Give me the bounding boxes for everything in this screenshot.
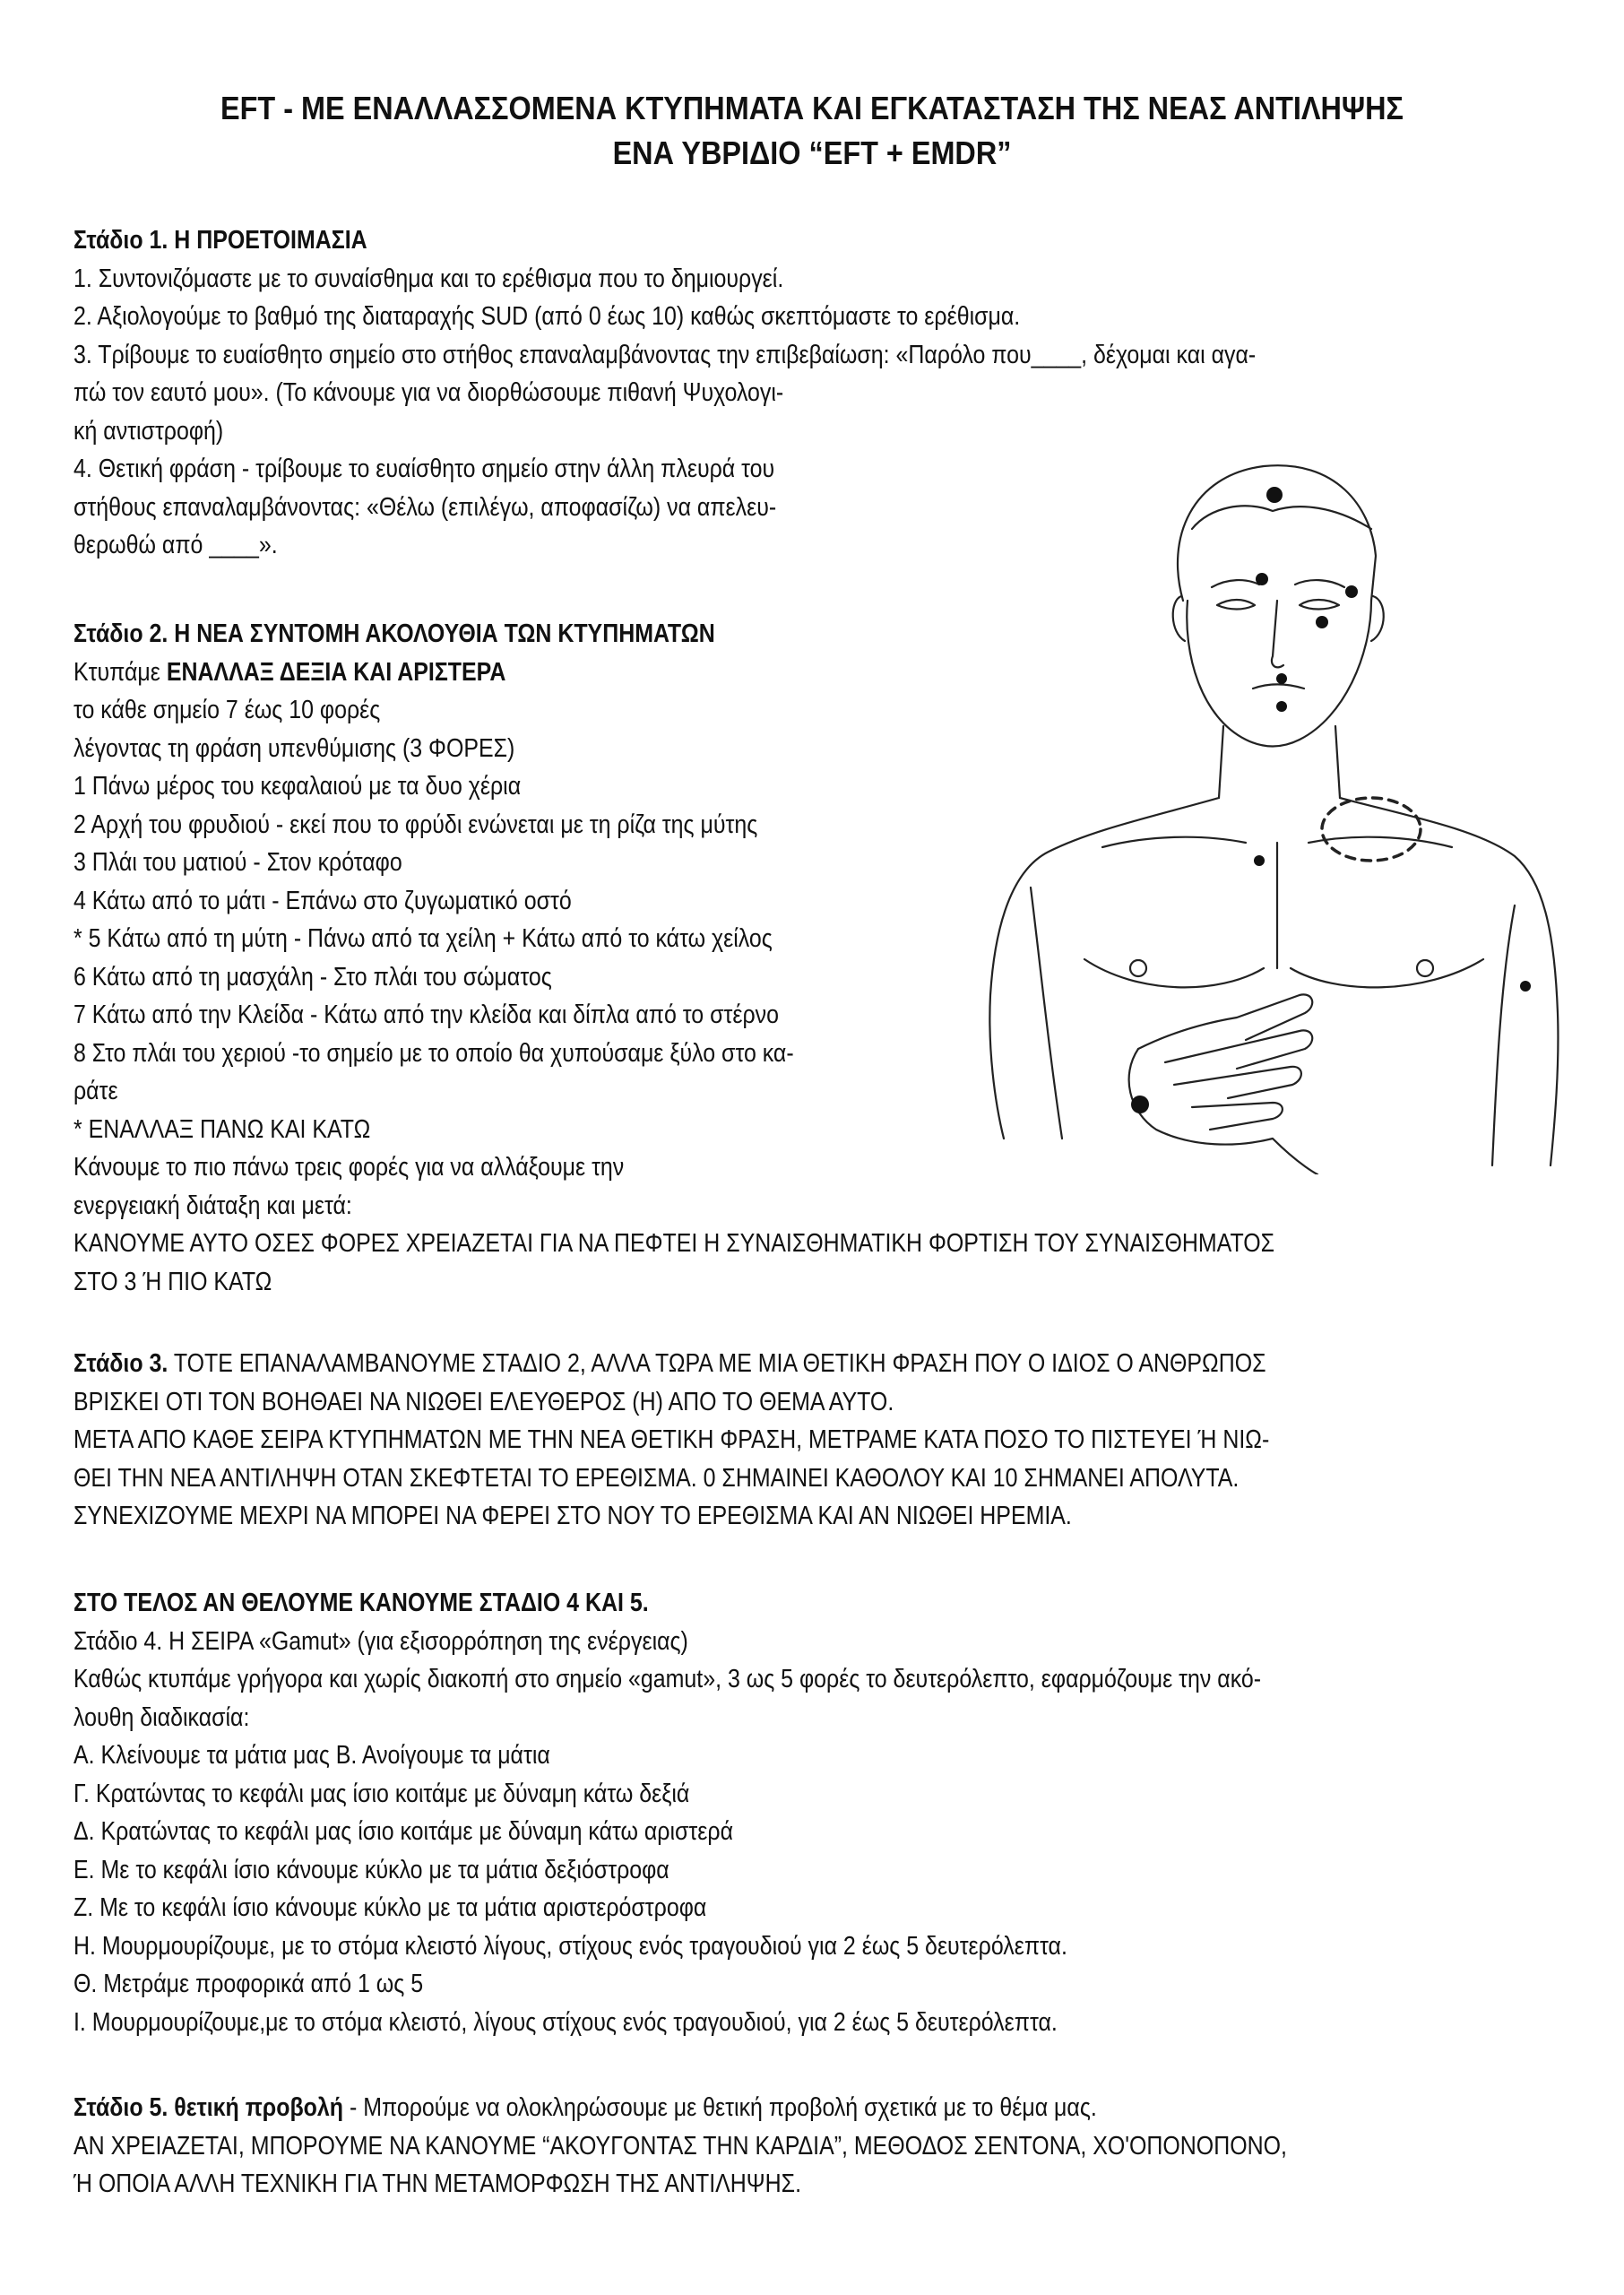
tap-point-6: 6 Κάτω από τη μασχάλη - Στο πλάι του σώματος: [73, 962, 552, 992]
tap-point-chin: [1276, 701, 1287, 712]
head-outline: [1178, 465, 1376, 601]
left-eye: [1217, 600, 1255, 610]
tap-point-7: 7 Κάτω από την Κλείδα - Κάτω από την κλείδα και δίπλα από το στέρνο: [73, 1000, 779, 1029]
stage-2-heading: Στάδιο 2. Η ΝΕΑ ΣΥΝΤΟΜΗ ΑΚΟΛΟΥΘΙΑ ΤΩΝ ΚΤΥΠΗΜΑΤΩΝ: [73, 619, 715, 648]
stage-3-text: ΤΟΤΕ ΕΠΑΝΑΛΑΜΒΑΝΟΥΜΕ ΣΤΑΔΙΟ 2, ΑΛΛΑ ΤΩΡΑ ΜΕ ΜΙΑ ΘΕΤΙΚΗ ΦΡΑΣΗ ΠΟΥ Ο ΙΔΙΟΣ Ο ΑΝΘΡΩΠΟΣ: [168, 1349, 1266, 1378]
title-line-1: EFT - ΜΕ ΕΝΑΛΛΑΣΣΟΜΕΝΑ ΚΤΥΠΗΜΑΤΑ ΚΑΙ ΕΓΚΑΤΑΣΤΑΣΗ ΤΗΣ ΝΕΑΣ ΑΝΤΙΛΗΨΗΣ: [220, 90, 1404, 126]
hand-finger-3: [1174, 1067, 1301, 1098]
text-line: Ή ΟΠΟΙΑ ΑΛΛΗ ΤΕΧΝΙΚΗ ΓΙΑ ΤΗΝ ΜΕΤΑΜΟΡΦΩΣΗ ΤΗΣ ΑΝΤΙΛΗΨΗΣ.: [73, 2169, 802, 2198]
right-torso-side: [1492, 905, 1515, 1165]
tapping-points-illustration: [977, 421, 1568, 1174]
text-line: θερωθώ από ____».: [73, 531, 278, 559]
text-line: ράτε: [73, 1077, 118, 1105]
text-line: λουθη διαδικασία:: [73, 1702, 250, 1732]
stage-5-first-line: [73, 2089, 1287, 2127]
gamut-step: Ζ. Με το κεφάλι ίσιο κάνουμε κύκλο με τα μάτια αριστερόστροφα: [73, 1893, 707, 1922]
right-eye: [1300, 600, 1339, 610]
hairline: [1192, 506, 1371, 529]
jawline: [1187, 601, 1371, 747]
text-line: στήθους επαναλαμβάνοντας: «Θέλω (επιλέγω, αποφασίζω) να απελευ-: [73, 492, 777, 522]
tap-point-collarbone: [1254, 855, 1265, 866]
text-line: 1. Συντονιζόμαστε με το συναίσθημα και το ερέθισμα που το δημιουργεί.: [73, 264, 784, 293]
text-line: 4. Θετική φράση - τρίβουμε το ευαίσθητο σημείο στην άλλη πλευρά του: [73, 455, 775, 483]
stage-3-label: Στάδιο 3.: [73, 1349, 168, 1378]
text-line: ΒΡΙΣΚΕΙ ΟΤΙ ΤΟΝ ΒΟΗΘΑΕΙ ΝΑ ΝΙΩΘΕΙ ΕΛΕΥΘΕΡΟΣ (Η) ΑΠΟ ΤΟ ΘΕΜΑ ΑΥΤΟ.: [73, 1387, 894, 1416]
text-line: Στάδιο 4. Η ΣΕΙΡΑ «Gamut» (για εξισορρόπηση της ενέργειας): [73, 1626, 688, 1656]
text-line: 3. Τρίβουμε το ευαίσθητο σημείο στο στήθος επαναλαμβάνοντας την επιβεβαίωση: «Παρόλο που____, δέχομαι και αγα-: [73, 340, 1257, 369]
nose: [1272, 601, 1283, 667]
tap-point-3: 3 Πλάι του ματιού - Στον κρόταφο: [73, 848, 402, 877]
stage-4-heading: ΣΤΟ ΤΕΛΟΣ ΑΝ ΘΕΛΟΥΜΕ ΚΑΝΟΥΜΕ ΣΤΑΔΙΟ 4 ΚΑΙ 5.: [73, 1589, 649, 1617]
left-eyebrow: [1212, 580, 1259, 587]
hand-finger-2: [1165, 1030, 1312, 1069]
text-line: το κάθε σημείο 7 έως 10 φορές: [73, 696, 381, 724]
text-line: ΚΑΝΟΥΜΕ ΑΥΤΟ ΟΣΕΣ ΦΟΡΕΣ ΧΡΕΙΑΖΕΤΑΙ ΓΙΑ ΝΑ ΠΕΦΤΕΙ Η ΣΥΝΑΙΣΘΗΜΑΤΙΚΗ ΦΟΡΤΙΣΗ ΤΟΥ ΣΥΝΑΙΣΘΗΜΑΤΟΣ: [73, 1229, 1275, 1258]
text-line: ΣΤΟ 3 Ή ΠΙΟ ΚΑΤΩ: [73, 1267, 272, 1296]
tap-point-2: 2 Αρχή του φρυδιού - εκεί που το φρύδι ενώνεται με τη ρίζα της μύτης: [73, 810, 758, 839]
neck-right: [1335, 726, 1340, 798]
tap-point-under-nose: [1276, 673, 1287, 684]
text-line: Καθώς κτυπάμε γρήγορα και χωρίς διακοπή στο σημείο «gamut», 3 ως 5 φορές το δευτερόλεπτο, εφαρμόζουμε την ακό-: [73, 1665, 1262, 1693]
tap-emphasis: ΕΝΑΛΛΑΞ ΔΕΞΙΑ ΚΑΙ ΑΡΙΣΤΕΡΑ: [166, 657, 506, 687]
gamut-step: Η. Μουρμουρίζουμε, με το στόμα κλειστό λίγους, στίχους ενός τραγουδιού για 2 έως 5 δευτερόλεπτα.: [73, 1931, 1067, 1961]
gamut-step: Ι. Μουρμουρίζουμε,με το στόμα κλειστό, λίγους στίχους ενός τραγουδιού, για 2 έως 5 δευτερόλεπτα.: [73, 2007, 1058, 2037]
tap-point-karate-chop: [1131, 1096, 1149, 1113]
gamut-step: Δ. Κρατώντας το κεφάλι μας ίσιο κοιτάμε με δύναμη κάτω αριστερά: [73, 1817, 733, 1846]
text-line: 2. Αξιολογούμε το βαθμό της διαταραχής SUD (από 0 έως 10) καθώς σκεπτόμαστε το ερέθισμα.: [73, 302, 1021, 331]
sore-spot-oval: [1322, 798, 1421, 861]
neck-left: [1219, 726, 1223, 798]
tap-point-under-eye: [1316, 616, 1328, 628]
stage-3-section: [73, 1345, 1269, 1536]
text-line: ενεργειακή διάταξη και μετά:: [73, 1191, 352, 1220]
text-line: πώ τον εαυτό μου». (Το κάνουμε για να διορθώσουμε πιθανή Ψυχολογι-: [73, 378, 784, 407]
stage-5-section: [73, 2089, 1287, 2204]
stage-5-label: Στάδιο 5. θετική προβολή: [73, 2093, 344, 2122]
text-line: κή αντιστροφή): [73, 416, 224, 446]
gamut-step: Θ. Μετράμε προφορικά από 1 ως 5: [73, 1970, 424, 1998]
gamut-step: Ε. Με το κεφάλι ίσιο κάνουμε κύκλο με τα μάτια δεξιόστροφα: [73, 1855, 669, 1884]
hand-finger-4: [1192, 1103, 1283, 1130]
left-pectoral: [1084, 959, 1264, 987]
right-pectoral: [1291, 959, 1483, 987]
right-collarbone: [1309, 837, 1452, 847]
stage-5-text: - Μπορούμε να ολοκληρώσουμε με θετική προβολή σχετικά με το θέμα μας.: [343, 2093, 1097, 2122]
hand-finger-1: [1138, 994, 1312, 1049]
stage-3-first-line: [73, 1345, 1269, 1383]
document-title: [146, 86, 1479, 176]
gamut-step: Α. Κλείνουμε τα μάτια μας Β. Ανοίγουμε τα μάτια: [73, 1741, 550, 1770]
left-nipple: [1130, 960, 1146, 976]
right-eyebrow: [1295, 580, 1344, 587]
text-line: * ΕΝΑΛΛΑΞ ΠΑΝΩ ΚΑΙ ΚΑΤΩ: [73, 1114, 371, 1144]
stage-1-heading: Στάδιο 1. Η ΠΡΟΕΤΟΙΜΑΣΙΑ: [73, 226, 367, 255]
right-ear: [1371, 596, 1384, 641]
left-collarbone: [1102, 837, 1246, 847]
gamut-step: Γ. Κρατώντας το κεφάλι μας ίσιο κοιτάμε με δύναμη κάτω δεξιά: [73, 1779, 690, 1808]
left-ear: [1173, 596, 1185, 641]
title-line-2: ΕΝΑ ΥΒΡΙΔΙΟ “EFT + EMDR”: [612, 134, 1012, 171]
tap-point-1: 1 Πάνω μέρος του κεφαλαιού με τα δυο χέρια: [73, 772, 522, 801]
tap-point-5: * 5 Κάτω από τη μύτη - Πάνω από τα χείλη + Κάτω από το κάτω χείλος: [73, 924, 773, 953]
text-line: Κάνουμε το πιο πάνω τρεις φορές για να αλλάξουμε την: [73, 1153, 625, 1182]
text-line: ΘΕΙ ΤΗΝ ΝΕΑ ΑΝΤΙΛΗΨΗ ΟΤΑΝ ΣΚΕΦΤΕΤΑΙ ΤΟ ΕΡΕΘΙΣΜΑ. 0 ΣΗΜΑΙΝΕΙ ΚΑΘΟΛΟΥ ΚΑΙ 10 ΣΗΜΑΝΕΙ ΑΠΟΛΥΤΑ.: [73, 1463, 1240, 1493]
text-line: ΜΕΤΑ ΑΠΟ ΚΑΘΕ ΣΕΙΡΑ ΚΤΥΠΗΜΑΤΩΝ ΜΕ ΤΗΝ ΝΕΑ ΘΕΤΙΚΗ ΦΡΑΣΗ, ΜΕΤΡΑΜΕ ΚΑΤΑ ΠΟΣΟ ΤΟ ΠΙΣΤΕΥΕΙ Ή ΝΙΩ-: [73, 1425, 1270, 1454]
mouth: [1253, 685, 1304, 689]
left-shoulder-arm: [989, 798, 1219, 1139]
text-line: ΑΝ ΧΡΕΙΑΖΕΤΑΙ, ΜΠΟΡΟΥΜΕ ΝΑ ΚΑΝΟΥΜΕ “ΑΚΟΥΓΟΝΤΑΣ ΤΗΝ ΚΑΡΔΙΑ”, ΜΕΘΟΔΟΣ ΣΕΝΤΟΝΑ, ΧΟ'ΟΠΟΝΟΠΟΝΟ,: [73, 2131, 1287, 2161]
tap-point-eyebrow: [1256, 573, 1268, 585]
tap-point-4: 4 Κάτω από το μάτι - Επάνω στο ζυγωματικό οστό: [73, 886, 572, 915]
stage-4-section: [73, 1584, 1261, 2041]
tap-point-top-of-head: [1266, 487, 1283, 503]
tap-prefix: Κτυπάμε: [73, 657, 167, 687]
tap-point-8: 8 Στο πλάι του χεριού -το σημείο με το οποίο θα χυπούσαμε ξύλο στο κα-: [73, 1038, 794, 1068]
left-torso-side: [1031, 888, 1062, 1139]
text-line: ΣΥΝΕΧΙΖΟΥΜΕ ΜΕΧΡΙ ΝΑ ΜΠΟΡΕΙ ΝΑ ΦΕΡΕΙ ΣΤΟ ΝΟΥ ΤΟ ΕΡΕΘΙΣΜΑ ΚΑΙ ΑΝ ΝΙΩΘΕΙ ΗΡΕΜΙΑ.: [73, 1502, 1072, 1530]
tap-point-under-arm: [1520, 981, 1531, 992]
tap-point-side-of-eye: [1345, 585, 1358, 598]
right-nipple: [1417, 960, 1433, 976]
text-line: λέγοντας τη φράση υπενθύμισης (3 ΦΟΡΕΣ): [73, 733, 515, 763]
